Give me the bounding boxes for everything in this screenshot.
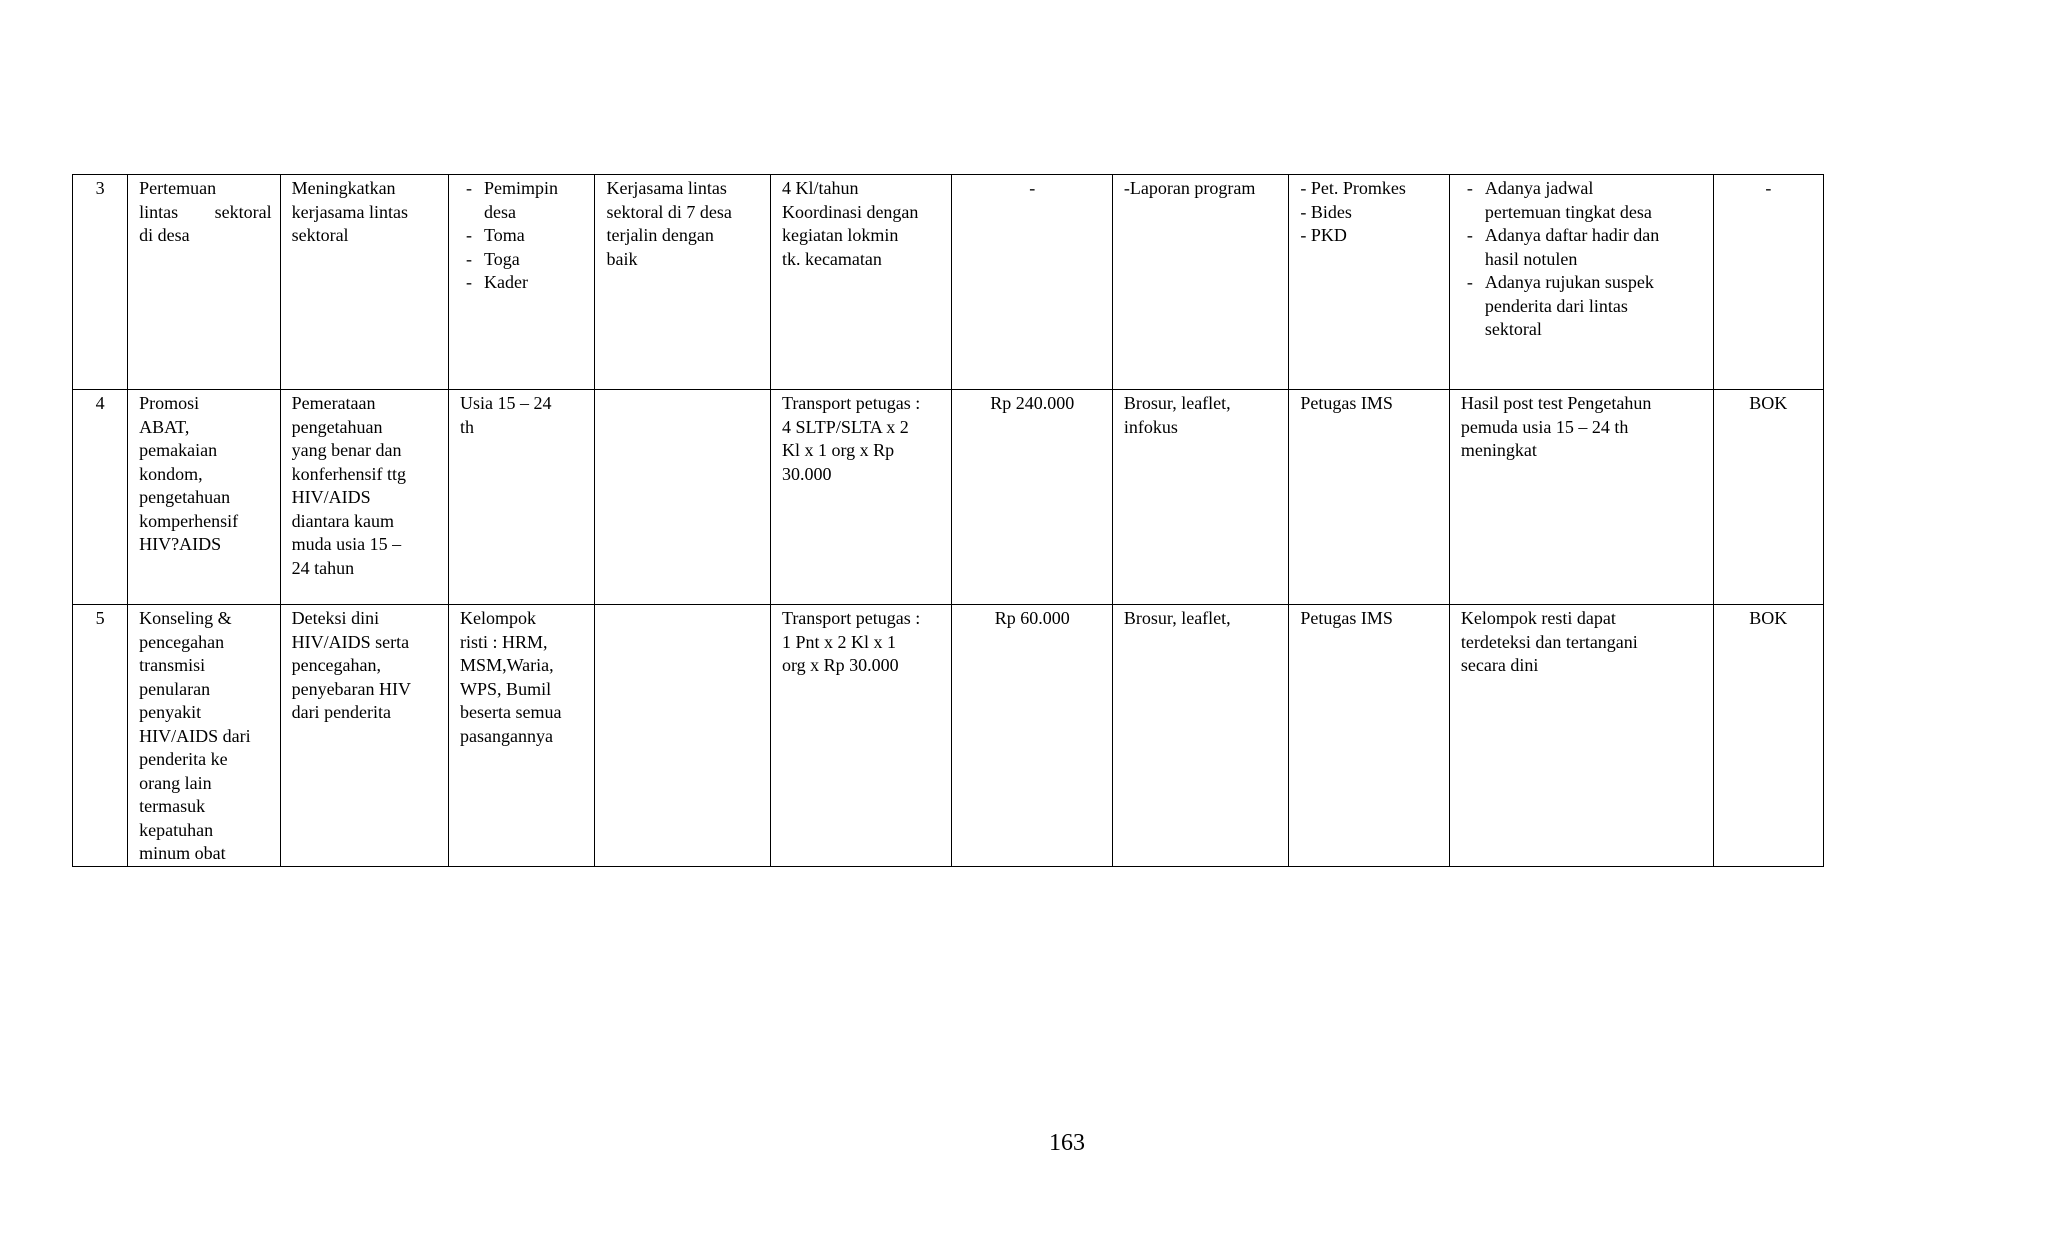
output-cell: Kerjasama lintas sektoral di 7 desa terjalin dengan baik: [595, 175, 771, 390]
target-cell: Usia 15 – 24 th: [449, 390, 595, 605]
objective-cell: Deteksi dini HIV/AIDS serta pencegahan, penyebaran HIV dari penderita: [280, 605, 448, 867]
source-cell: BOK: [1713, 605, 1823, 867]
row-number: 3: [73, 175, 128, 390]
output-cell: [595, 605, 771, 867]
objective-cell: Meningkatkan kerjasama lintas sektoral: [280, 175, 448, 390]
volume-cell: Transport petugas : 4 SLTP/SLTA x 2 Kl x 1 org x Rp 30.000: [770, 390, 952, 605]
table-row: [73, 390, 1824, 605]
volume-cell: Transport petugas : 1 Pnt x 2 Kl x 1 org x Rp 30.000: [770, 605, 952, 867]
activity-cell: Promosi ABAT, pemakaian kondom, pengetahuan komperhensif HIV?AIDS: [128, 390, 280, 605]
activity-cell: Konseling & pencegahan transmisi penularan penyakit HIV/AIDS dari penderita ke orang lain termasuk kepatuhan minum obat: [128, 605, 280, 867]
table-row: [73, 605, 1824, 867]
cost-cell: Rp 240.000: [952, 390, 1112, 605]
objective-cell: Pemerataan pengetahuan yang benar dan konferhensif ttg HIV/AIDS diantara kaum muda usia 15 – 24 tahun: [280, 390, 448, 605]
source-cell: -: [1713, 175, 1823, 390]
indicator-cell: - Adanya jadwal pertemuan tingkat desa - Adanya daftar hadir dan hasil notulen - Adanya rujukan suspek penderita dari lintas sektoral: [1449, 175, 1713, 390]
source-cell: BOK: [1713, 390, 1823, 605]
table-row: [73, 175, 1824, 390]
row-number: 4: [73, 390, 128, 605]
volume-cell: 4 Kl/tahun Koordinasi dengan kegiatan lokmin tk. kecamatan: [770, 175, 952, 390]
row-number: 5: [73, 605, 128, 867]
indicator-cell: Hasil post test Pengetahun pemuda usia 15 – 24 th meningkat: [1449, 390, 1713, 605]
means-cell: Brosur, leaflet,: [1112, 605, 1289, 867]
program-activity-table: [72, 174, 1824, 867]
cost-cell: Rp 60.000: [952, 605, 1112, 867]
person-cell: Petugas IMS: [1289, 605, 1449, 867]
means-cell: Brosur, leaflet, infokus: [1112, 390, 1289, 605]
page-number: 163: [1049, 1130, 1085, 1156]
target-cell: Kelompok risti : HRM, MSM,Waria, WPS, Bumil beserta semua pasangannya: [449, 605, 595, 867]
cost-cell: -: [952, 175, 1112, 390]
person-cell: - Pet. Promkes - Bides - PKD: [1289, 175, 1449, 390]
indicator-cell: Kelompok resti dapat terdeteksi dan tertangani secara dini: [1449, 605, 1713, 867]
means-cell: -Laporan program: [1112, 175, 1289, 390]
target-cell: - Pemimpin desa - Toma - Toga - Kader: [449, 175, 595, 390]
person-cell: Petugas IMS: [1289, 390, 1449, 605]
activity-cell: Pertemuan lintas sektoral di desa: [128, 175, 280, 390]
output-cell: [595, 390, 771, 605]
